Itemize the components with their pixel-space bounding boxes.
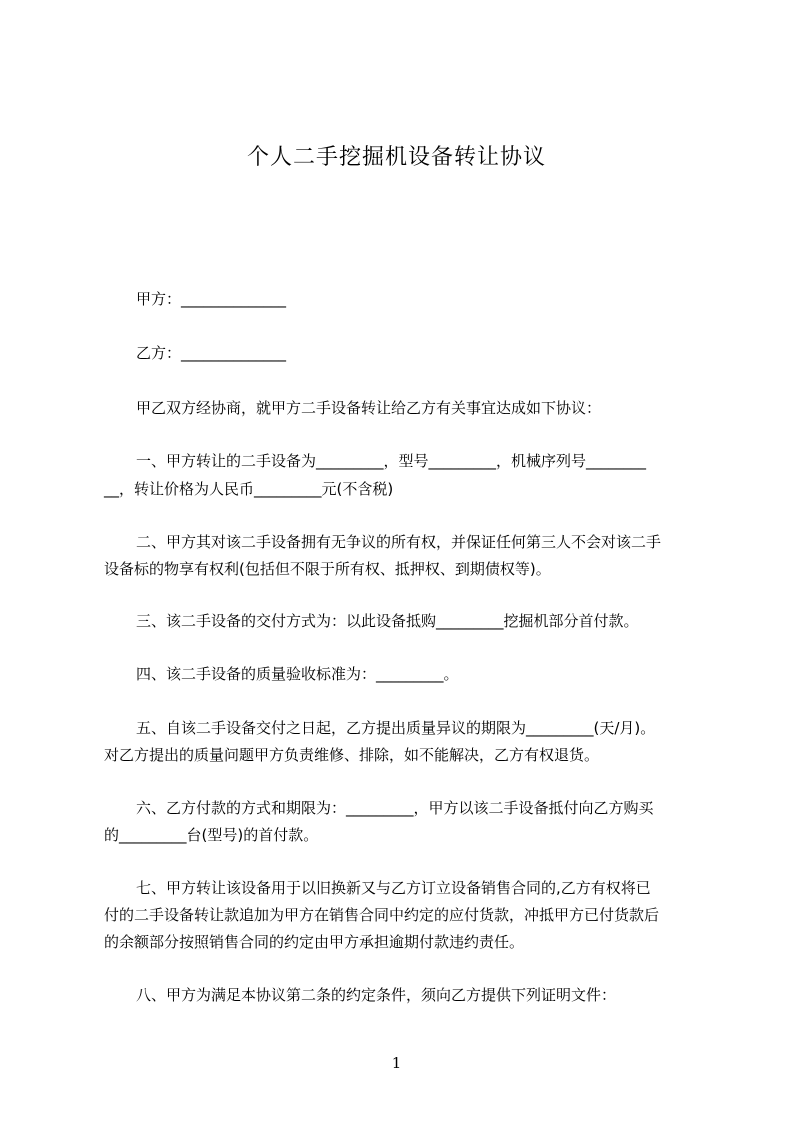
clause-6-line-2: 的_________台(型号)的首付款。 (104, 826, 319, 844)
clause-7-line-3: 的余额部分按照销售合同的约定由甲方承担逾期付款违约责任。 (104, 933, 525, 951)
clause-4: 四、该二手设备的质量验收标准为：_________。 (136, 665, 459, 683)
clause-2-line-1: 二、甲方其对该二手设备拥有无争议的所有权，并保证任何第三人不会对该二手 (136, 533, 662, 551)
intro-paragraph: 甲乙双方经协商，就甲方二手设备转让给乙方有关事宜达成如下协议： (136, 399, 602, 417)
page-number: 1 (391, 1054, 402, 1072)
party-a-line: 甲方：______________ (136, 290, 287, 308)
clause-7-line-2: 付的二手设备转让款追加为甲方在销售合同中约定的应付货款，冲抵甲方已付货款后 (104, 906, 660, 924)
clause-5-line-2: 对乙方提出的质量问题甲方负责维修、排除，如不能解决，乙方有权退货。 (104, 746, 600, 764)
clause-8: 八、甲方为满足本协议第二条的约定条件，须向乙方提供下列证明文件： (136, 986, 617, 1004)
party-b-line: 乙方：______________ (136, 344, 287, 362)
clause-3: 三、该二手设备的交付方式为：以此设备抵购_________挖掘机部分首付款。 (136, 612, 639, 630)
clause-2-line-2: 设备标的物享有权利(包括但不限于所有权、抵押权、到期债权等)。 (104, 560, 551, 578)
clause-7-line-1: 七、甲方转让该设备用于以旧换新又与乙方订立设备销售合同的,乙方有权将已 (136, 879, 651, 897)
clause-6-line-1: 六、乙方付款的方式和期限为：_________，甲方以该二手设备抵付向乙方购买 (136, 799, 654, 817)
clause-1-line-1: 一、甲方转让的二手设备为_________，型号_________，机械序列号________ (136, 452, 647, 470)
document-title: 个人二手挖掘机设备转让协议 (246, 145, 546, 170)
clause-5-line-1: 五、自该二手设备交付之日起，乙方提出质量异议的期限为_________(天/月)。 (136, 719, 656, 737)
clause-1-line-2: __，转让价格为人民币_________元(不含税) (104, 480, 394, 498)
